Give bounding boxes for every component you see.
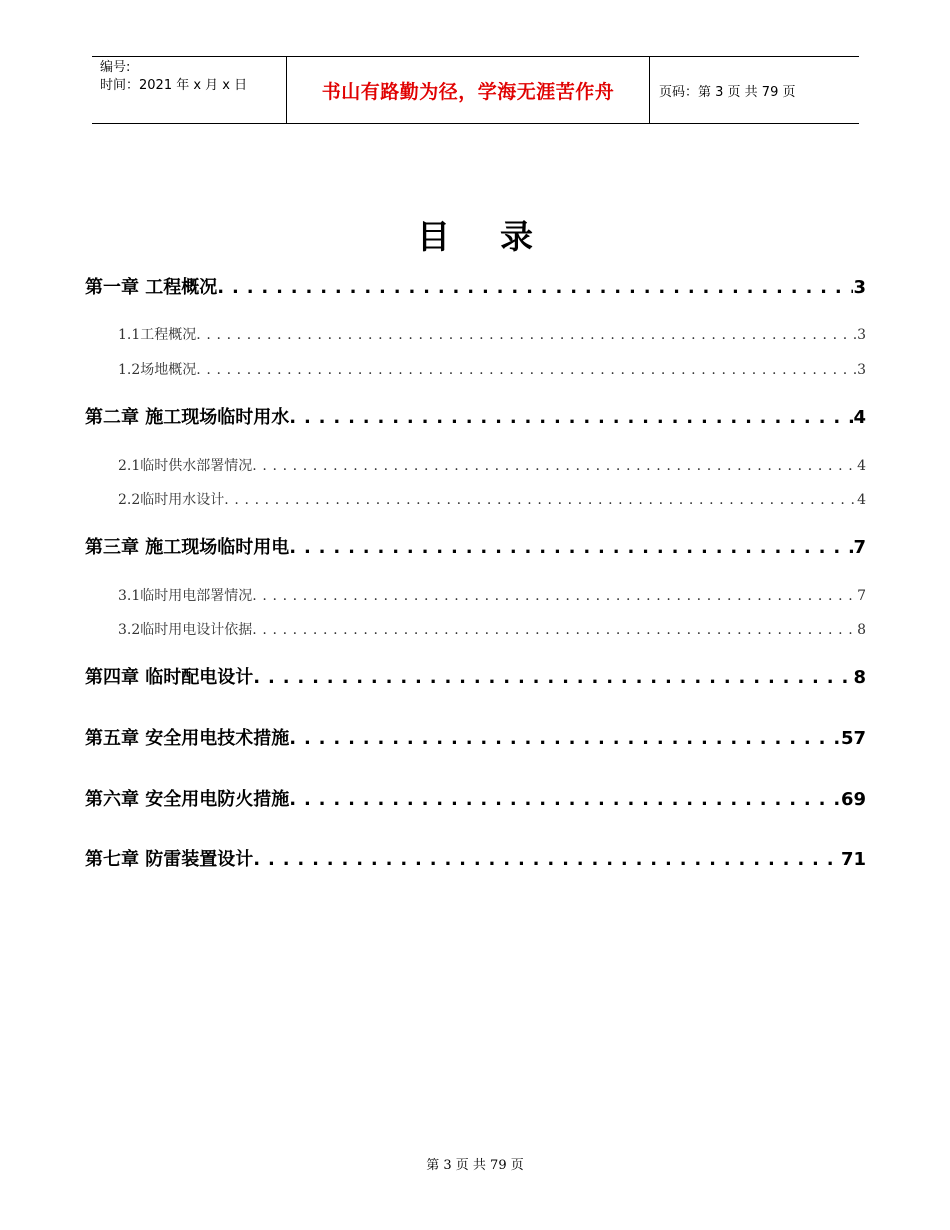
header-motto-cell xyxy=(287,57,650,123)
document-header xyxy=(92,56,859,124)
toc-entry-label: 3.1临时用电部署情况 xyxy=(118,588,253,604)
toc-dot-leader xyxy=(196,360,857,380)
toc-dot-leader xyxy=(252,620,857,640)
toc-dot-leader xyxy=(224,490,857,510)
toc-entry-page: 4 xyxy=(857,458,866,474)
toc-entry-page: 69 xyxy=(840,789,866,810)
document-number-label: 编号: xyxy=(100,60,131,75)
toc-dot-leader xyxy=(289,406,853,430)
toc-entry-label: 3.2临时用电设计依据 xyxy=(118,622,253,638)
toc-entry-page: 7 xyxy=(857,588,866,604)
toc-entry-label: 2.2临时用水设计 xyxy=(118,492,225,508)
document-time-label: 时间：2021 年 x 月 x 日 xyxy=(100,78,248,93)
toc-entry-section-1-2[interactable] xyxy=(118,360,866,380)
header-info-cell xyxy=(92,57,287,123)
toc-entry-label: 第二章 施工现场临时用水 xyxy=(85,407,290,428)
toc-dot-leader xyxy=(289,788,841,812)
toc-entry-label: 2.1临时供水部署情况 xyxy=(118,458,253,474)
toc-entry-section-2-2[interactable] xyxy=(118,490,866,510)
header-page-code: 页码：第 3 页 共 79 页 xyxy=(659,84,796,100)
toc-dot-leader xyxy=(289,536,853,560)
toc-dot-leader xyxy=(289,727,841,751)
toc-dot-leader xyxy=(196,325,857,345)
toc-entry-label: 第四章 临时配电设计 xyxy=(85,667,254,688)
toc-entry-label: 第六章 安全用电防火措施 xyxy=(85,789,290,810)
toc-entry-page: 8 xyxy=(853,667,866,688)
toc-entry-label: 第五章 安全用电技术措施 xyxy=(85,728,290,749)
toc-entry-page: 4 xyxy=(857,492,866,508)
toc-dot-leader xyxy=(217,276,853,300)
header-motto: 书山有路勤为径，学海无涯苦作舟 xyxy=(321,80,615,103)
toc-entry-label: 1.1工程概况 xyxy=(118,327,197,343)
toc-entry-chapter-2[interactable] xyxy=(85,406,866,430)
toc-entry-chapter-7[interactable] xyxy=(85,848,866,872)
toc-entry-chapter-3[interactable] xyxy=(85,536,866,560)
toc-entry-label: 1.2场地概况 xyxy=(118,362,197,378)
toc-entry-label: 第一章 工程概况 xyxy=(85,277,218,298)
toc-entry-page: 7 xyxy=(853,537,866,558)
header-page-cell xyxy=(650,57,859,123)
toc-entry-page: 4 xyxy=(853,407,866,428)
toc-entry-page: 3 xyxy=(857,362,866,378)
toc-entry-page: 3 xyxy=(857,327,866,343)
page-footer: 第 3 页 共 79 页 xyxy=(426,1158,524,1173)
toc-entry-page: 3 xyxy=(853,277,866,298)
toc-entry-chapter-6[interactable] xyxy=(85,788,866,812)
toc-entry-page: 8 xyxy=(857,622,866,638)
toc-dot-leader xyxy=(252,586,857,606)
toc-entry-label: 第七章 防雷装置设计 xyxy=(85,849,254,870)
toc-title: 目录 xyxy=(417,217,583,256)
toc-entry-section-3-1[interactable] xyxy=(118,586,866,606)
toc-entry-page: 57 xyxy=(840,728,866,749)
toc-entry-chapter-1[interactable] xyxy=(85,276,866,300)
toc-entry-section-3-2[interactable] xyxy=(118,620,866,640)
toc-dot-leader xyxy=(253,848,841,872)
toc-entry-chapter-4[interactable] xyxy=(85,666,866,690)
toc-entry-page: 71 xyxy=(840,849,866,870)
toc-entry-section-2-1[interactable] xyxy=(118,456,866,476)
toc-entry-section-1-1[interactable] xyxy=(118,325,866,345)
toc-dot-leader xyxy=(253,666,853,690)
toc-entry-chapter-5[interactable] xyxy=(85,727,866,751)
toc-dot-leader xyxy=(252,456,857,476)
toc-entry-label: 第三章 施工现场临时用电 xyxy=(85,537,290,558)
